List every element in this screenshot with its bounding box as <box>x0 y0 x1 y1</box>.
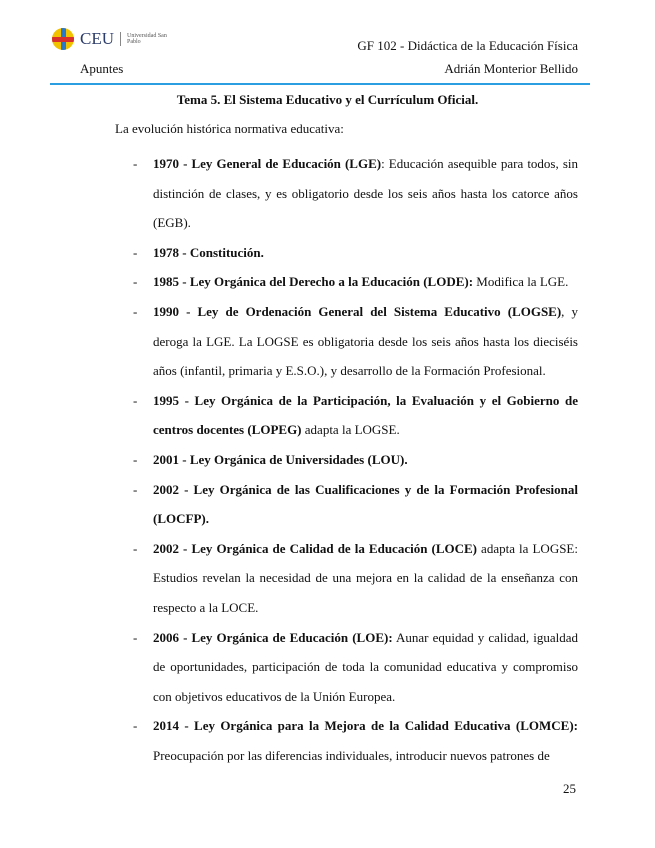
list-item-text <box>153 297 578 386</box>
list-item <box>133 711 578 770</box>
intro-text: La evolución histórica normativa educativa: <box>115 121 344 136</box>
list-item <box>133 267 578 297</box>
law-name: 1985 - Ley Orgánica del Derecho a la Educación (LODE): <box>153 274 474 290</box>
page-title: Tema 5. El Sistema Educativo y el Currículum Oficial. <box>176 92 479 107</box>
list-item-text <box>153 238 578 268</box>
law-name: 1990 - Ley de Ordenación General del Sistema Educativo (LOGSE) <box>153 303 562 319</box>
law-description: adapta la LOGSE: Estudios revelan la necesidad de una mejora en la calidad de la enseñanza con respecto a la LOCE. <box>153 540 578 615</box>
list-item <box>133 534 578 623</box>
logo-subtext: Universidad San Pablo <box>127 33 167 45</box>
law-name: 2002 - Ley Orgánica de Calidad de la Educación (LOCE) <box>153 540 477 556</box>
bullet-dash: - <box>133 451 138 467</box>
list-item <box>133 445 578 475</box>
header-author: Adrián Monterior Bellido <box>444 61 578 76</box>
list-item-text <box>153 475 578 534</box>
list-item <box>133 297 578 386</box>
law-name: 2001 - Ley Orgánica de Universidades (LOU). <box>153 451 408 467</box>
law-description: , y deroga la LGE. La LOGSE es obligatoria desde los seis años hasta los dieciséis años (infantil, primaria y E.S.O.), y desarrollo de la Formación Profesional. <box>153 303 578 379</box>
header-rule <box>50 83 590 85</box>
bullet-dash: - <box>133 274 138 290</box>
bullet-dash: - <box>133 392 138 408</box>
list-item-text <box>153 445 578 475</box>
law-description: adapta la LOGSE. <box>301 422 400 438</box>
bullet-dash: - <box>133 629 138 645</box>
list-item-text <box>153 386 578 445</box>
header-course: GF 102 - Didáctica de la Educación Física <box>357 38 578 53</box>
law-name: 2014 - Ley Orgánica para la Mejora de la Calidad Educativa (LOMCE): <box>153 718 578 734</box>
page-number: 25 <box>563 781 576 796</box>
list-item <box>133 475 578 534</box>
law-description: Preocupación por las diferencias individuales, introducir nuevos patrones de <box>153 747 550 763</box>
university-logo <box>52 28 167 50</box>
list-item <box>133 238 578 268</box>
list-item-text <box>153 267 578 297</box>
law-description: Modifica la LGE. <box>473 274 569 290</box>
law-description: Aunar equidad y calidad, igualdad de oportunidades, participación de toda la comunidad educativa y compromiso con objetivos educativos de la Unión Europea. <box>153 629 578 704</box>
bullet-dash: - <box>133 718 138 734</box>
list-item-text <box>153 149 578 238</box>
logo-text: CEU <box>80 29 114 48</box>
bullet-dash: - <box>133 540 138 556</box>
list-item-text <box>153 534 578 623</box>
law-name: 1978 - Constitución. <box>153 244 264 260</box>
law-name: 2002 - Ley Orgánica de las Cualificaciones y de la Formación Profesional (LOCFP). <box>153 481 578 527</box>
ceu-logo-icon <box>52 28 74 50</box>
law-name: 2006 - Ley Orgánica de Educación (LOE): <box>153 629 393 645</box>
bullet-dash: - <box>133 303 138 319</box>
list-item-text <box>153 623 578 712</box>
bullet-dash: - <box>133 481 138 497</box>
list-item-text <box>153 711 578 770</box>
law-name: 1970 - Ley General de Educación (LGE) <box>153 156 382 171</box>
law-list <box>133 149 578 770</box>
list-item <box>133 386 578 445</box>
list-item <box>133 623 578 712</box>
header-section: Apuntes <box>80 61 124 76</box>
logo-divider <box>120 32 121 46</box>
bullet-dash: - <box>133 156 138 171</box>
bullet-dash: - <box>133 244 138 260</box>
law-name: 1995 - Ley Orgánica de la Participación, la Evaluación y el Gobierno de centros docentes (LOPEG) <box>153 392 578 438</box>
list-item <box>133 149 578 238</box>
law-description: : Educación asequible para todos, sin distinción de clases, y es obligatorio desde los seis años hasta los catorce años (EGB). <box>153 156 578 231</box>
